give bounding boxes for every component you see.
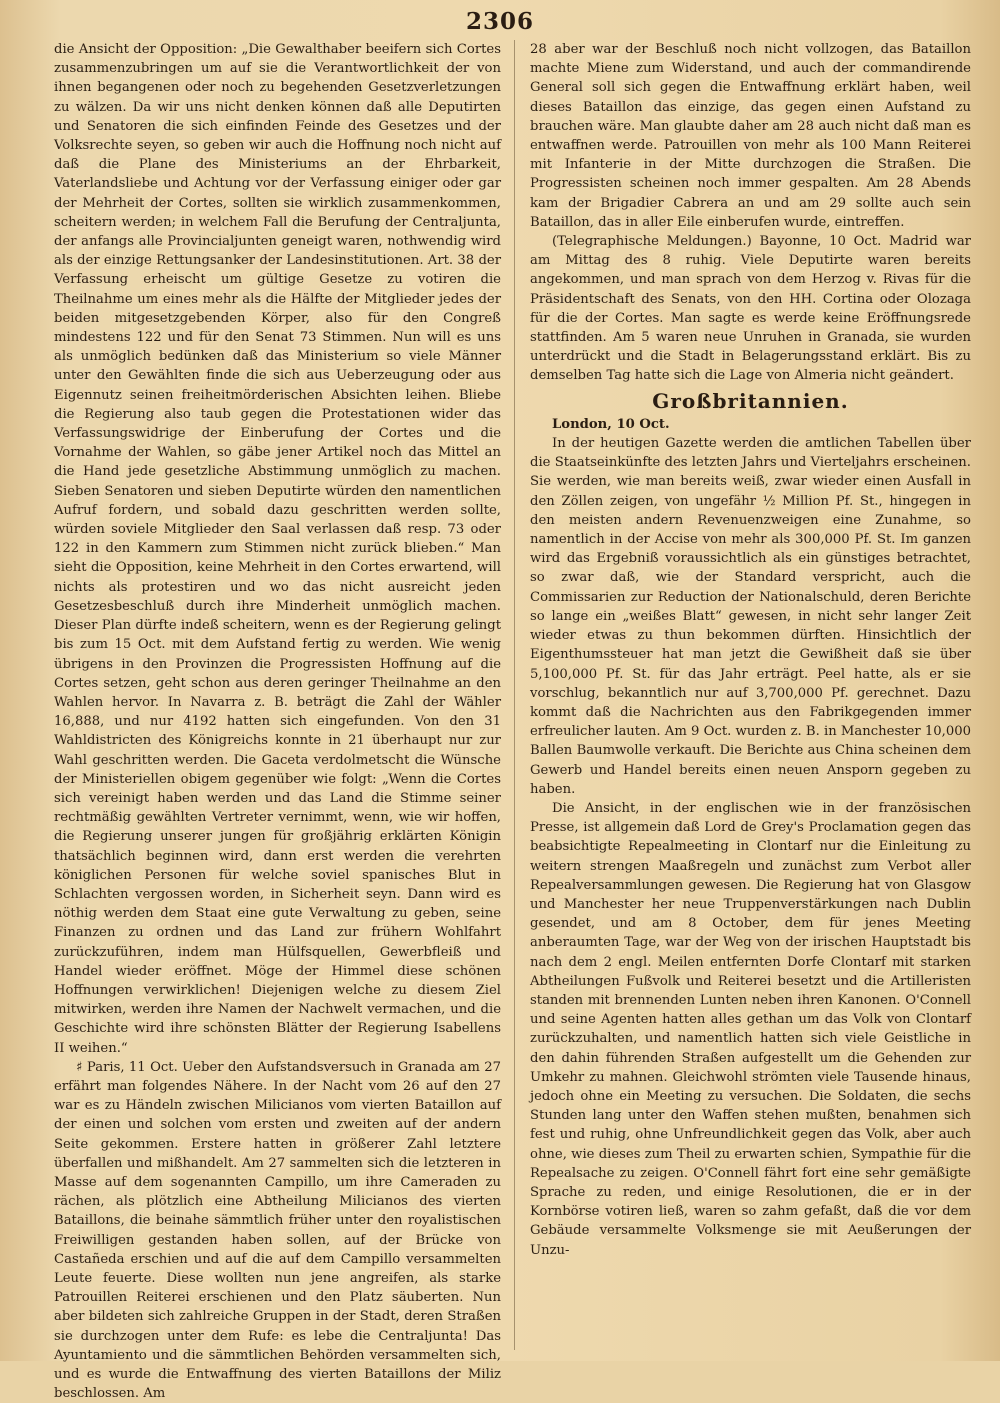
dateline-london: [530, 415, 971, 434]
paragraph-spain-opposition: die Ansicht der Opposition: „Die Gewalthaber beeifern sich Cortes zusammenzubringen um auf sie die Verantwortlichkeit der von ihnen begangenen oder noch zu begehenden Gesetzverletzungen zu wälzen. Da wir uns nicht denken können daß alle Deputirten und Senatoren die sich einfinden Feinde des Gesetzes und der Volksrechte seyen, so geben wir auch die Hoffnung noch nicht auf daß die Plane des Ministeriums an der Ehrbarkeit, Vaterlandsliebe und Achtung vor der Verfassung einiger oder gar der Mehrheit der Cortes, sollten sie wirklich zusammenkommen, scheitern werden; in welchem Fall die Berufung der Centraljunta, der anfangs alle Provincialjunten geneigt waren, nothwendig wird als der einzige Rettungsanker der Landesinstitutionen. Art. 38 der Verfassung erheischt um gültige Gesetze zu votiren die Theilnahme um eines mehr als die Hälfte der Mitglieder jedes der beiden mitgesetzgebenden Körper, also für den Congreß mindestens 122 und für den Senat 73 Stimmen. Nun will es uns als unmöglich bedünken daß das Ministerium so viele Männer unter den Gewählten finde die sich aus Ueberzeugung oder aus Eigennutz seinen freiheitmörderischen Absichten leihen. Bliebe die Regierung also taub gegen die Protestationen wider das Verfassungswidrige der Einberufung der Cortes und die Vornahme der Wahlen, so gäbe jener Artikel noch das Mittel an die Hand jede gesetzliche Abstimmung unmöglich zu machen. Sieben Senatoren und sieben Deputirte würden den namentlichen Aufruf fordern, und sobald dazu geschritten werden sollte, würden soviele Mitglieder den Saal verlassen daß resp. 73 oder 122 in den Kammern zum Stimmen nicht zurück blieben.“ Man sieht die Opposition, keine Mehrheit in den Cortes erwartend, will nichts als protestiren und wo das nicht ausreicht jeden Gesetzesbeschluß durch ihre Minderheit unmöglich machen. Dieser Plan dürfte indeß scheitern, wenn es der Regierung gelingt bis zum 15 Oct. mit dem Aufstand fertig zu werden. Wie wenig übrigens in den Provinzen die Progressisten Hoffnung auf die Cortes setzen, geht schon aus deren geringer Theilnahme an den Wahlen hervor. In Navarra z. B. beträgt die Zahl der Wähler 16,888, und nur 4192 hatten sich eingefunden. Von den 31 Wahldistricten des Königreichs konnte in 21 überhaupt nur zur Wahl geschritten werden. Die Gaceta verdolmetscht die Wünsche der Ministeriellen obigem gegenüber wie folgt: „Wenn die Cortes sich vereinigt haben werden und das Land die Stimme seiner rechtmäßig gewählten Vertreter vernimmt, wenn, wie wir hoffen, die Regierung unserer jungen für großjährig erklärten Königin thatsächlich beginnen wird, dann erst werden die verehrten königlichen Personen für welche soviel spanisches Blut in Schlachten vergossen worden, in Sicherheit seyn. Dann wird es nöthig werden dem Staat eine gute Verwaltung zu geben, seine Finanzen zu ordnen und das Land zur frühern Wohlfahrt zurückzuführen, indem man Hülfsquellen, Gewerbfleiß und Handel wieder eröffnet. Möge der Himmel diese schönen Hoffnungen verwirklichen! Diejenigen welche zu diesem Ziel mitwirken, werden ihre Namen der Nachwelt vermachen, und die Geschichte wird ihre schönsten Blätter der Regierung Isabellens II weihen.“: [54, 42, 501, 1056]
left-column: [54, 40, 501, 1402]
paragraph-gazette: In der heutigen Gazette werden die amtlichen Tabellen über die Staatseinkünfte des letzten Jahrs und Vierteljahrs erscheinen. Sie werden, wie man bereits weiß, zwar wieder einen Ausfall in den Zöllen zeigen, von ungefähr ½ Million Pf. St., hingegen in den meisten andern Revenuenzweigen eine Zunahme, so namentlich in der Accise von mehr als 300,000 Pf. St. Im ganzen wird das Ergebniß voraussichtlich als ein günstiges betrachtet, so zwar daß, wie der Standard verspricht, auch die Commissarien zur Reduction der Nationalschuld, deren Berichte so lange ein „weißes Blatt“ gewesen, in nicht sehr langer Zeit wieder etwas zu thun bekommen dürften. Hinsichtlich der Eigenthumssteuer hat man jetzt die Gewißheit daß sie über 5,100,000 Pf. St. für das Jahr erträgt. Peel hatte, als er sie vorschlug, bekanntlich nur auf 3,700,000 Pf. gerechnet. Dazu kommt daß die Nachrichten aus den Fabrikgegenden immer erfreulicher lauten. Am 9 Oct. wurden z. B. in Manchester 10,000 Ballen Baumwolle verkauft. Die Berichte aus China scheinen dem Gewerb und Handel bereits einen neuen Ansporn gegeben zu haben.: [530, 436, 971, 797]
page-number: 2306: [465, 8, 534, 35]
section-heading-britain: Großbritannien.: [652, 388, 849, 413]
paragraph-paris-granada: ♯ Paris, 11 Oct. Ueber den Aufstandsversuch in Granada am 27 erfährt man folgendes Nähere. In der Nacht vom 26 auf den 27 war es zu Händeln zwischen Milicianos vom vierten Bataillon auf der einen und solchen vom ersten und zweiten auf der andern Seite gekommen. Erstere hatten in größerer Zahl letztere überfallen und mißhandelt. Am 27 sammelten sich die letzteren in Masse auf dem sogenannten Campillo, um ihre Cameraden zu rächen, als plötzlich eine Abtheilung Milicianos des vierten Bataillons, die beinahe sämmtlich früher unter den royalistischen Freiwilligen gestanden haben sollen, auf der Brücke von Castañeda erschien und auf die auf dem Campillo versammelten Leute feuerte. Diese wollten nun jene angreifen, als starke Patrouillen Reiterei erschienen und den Platz säuberten. Nun aber bildeten sich zahlreiche Gruppen in der Stadt, deren Straßen sie durchzogen unter dem Rufe: es lebe die Centraljunta! Das Ayuntamiento und die sämmtlichen Behörden versammelten sich, und es wurde die Entwaffnung des vierten Bataillons der Miliz beschlossen. Am: [54, 1059, 501, 1402]
right-column: [530, 40, 971, 1352]
column-divider: [514, 40, 515, 1350]
paragraph-repeal-meeting: Die Ansicht, in der englischen wie in der französischen Presse, ist allgemein daß Lord de Grey's Proclamation gegen das beabsichtigte Repealmeeting in Clontarf nur die Einleitung zu weitern strengen Maaßregeln und zunächst zum Verbot aller Repealversammlungen gewesen. Die Regierung hat von Glasgow und Manchester her neue Truppenverstärkungen nach Dublin gesendet, und am 8 October, dem für jenes Meeting anberaumten Tage, war der Weg von der irischen Hauptstadt bis nach dem 2 engl. Meilen entfernten Dorfe Clontarf mit starken Abtheilungen Fußvolk und Reiterei besetzt und die Artilleristen standen mit brennenden Lunten neben ihren Kanonen. O'Connell und seine Agenten hatten alles gethan um das Volk von Clontarf zurückzuhalten, und namentlich hatten sich viele Geistliche in den dahin führenden Straßen aufgestellt um die Gehenden zur Umkehr zu mahnen. Gleichwohl strömten viele Tausende hinaus, jedoch ohne ein Meeting zu versuchen. Die Soldaten, die sechs Stunden lang unter den Waffen stehen mußten, benahmen sich fest und ruhig, ohne Unfreundlichkeit gegen das Volk, aber auch ohne, wie dieses zum Theil zu erwarten schien, Sympathie für die Repealsache zu zeigen. O'Connell fährt fort eine sehr gemäßigte Sprache zu reden, und einige Resolutionen, die er in der Kornbörse votiren ließ, waren so zahm gefaßt, daß die vor dem Gebäude versammelte Volksmenge sie mit Aeußerungen der Unzu-: [530, 800, 971, 1258]
paragraph-telegraph-bayonne: (Telegraphische Meldungen.) Bayonne, 10 Oct. Madrid war am Mittag des 8 ruhig. Viele Deputirte waren bereits angekommen, und man sprach von dem Herzog v. Rivas für die Präsidentschaft des Senats, von den HH. Cortina oder Olozaga für die der Cortes. Man sagte es werde keine Eröffnungsrede stattfinden. Am 5 waren neue Unruhen in Granada, sie wurden unterdrückt und die Stadt in Belagerungsstand erklärt. Bis zu demselben Tag hatte sich die Lage von Almeria nicht geändert.: [530, 234, 971, 384]
dateline-text: London, 10 Oct.: [552, 416, 670, 432]
paragraph-granada-continued: 28 aber war der Beschluß noch nicht vollzogen, das Bataillon machte Miene zum Widerstand, und auch der commandirende General soll sich gegen die Entwaffnung erklärt haben, weil dieses Bataillon das einzige, das gegen einen Aufstand zu brauchen wäre. Man glaubte daher am 28 auch nicht daß man es entwaffnen werde. Patrouillen von mehr als 100 Mann Reiterei mit Infanterie in der Mitte durchzogen die Straßen. Die Progressisten scheinen noch immer gespalten. Am 28 Abends kam der Brigadier Cabrera an und am 29 sollte auch sein Bataillon, das in aller Eile einberufen wurde, eintreffen.: [530, 42, 971, 230]
